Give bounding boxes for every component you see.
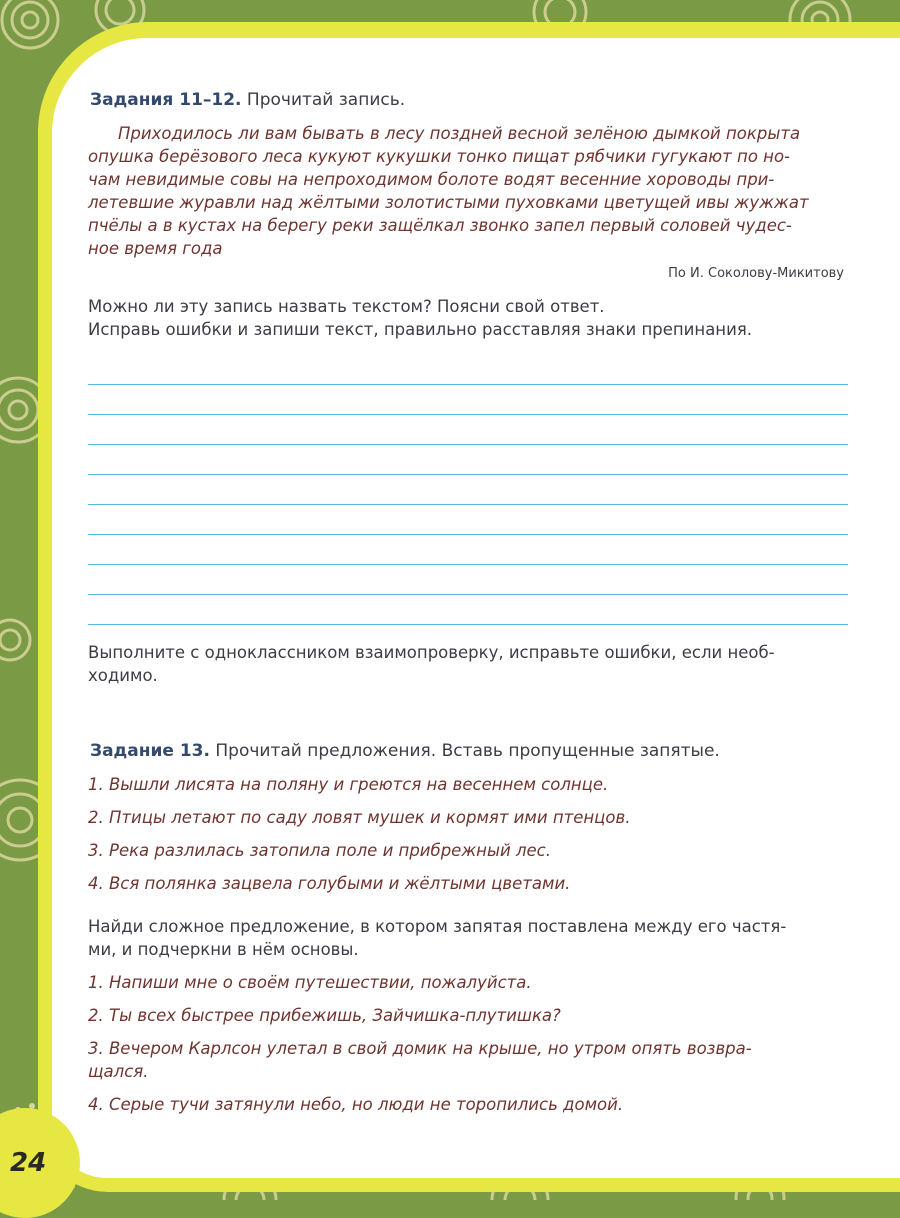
passage-author: По И. Соколову-Микитову xyxy=(668,266,844,281)
complex-sentence-item: щался. xyxy=(88,1062,149,1081)
peer-check-line: Выполните с одноклассником взаимопроверку, исправьте ошибки, если необ- xyxy=(88,643,775,662)
question-fix-errors: Исправь ошибки и запиши текст, правильно расставляя знаки препинания. xyxy=(88,320,752,339)
passage-line: чам невидимые совы на непроходимом болоте водят весенние хороводы при- xyxy=(88,170,775,189)
answer-lines xyxy=(88,355,848,625)
task-13-instruction: Прочитай предложения. Вставь пропущенные запятые. xyxy=(215,741,720,761)
peer-check-line: ходимо. xyxy=(88,666,158,685)
sentence-item: 1. Вышли лисята на поляну и греются на весеннем солнце. xyxy=(88,775,609,794)
complex-sentence-task-line: ми, и подчеркни в нём основы. xyxy=(88,940,359,959)
passage xyxy=(88,122,848,260)
task-13-number: Задание 13. xyxy=(90,741,210,761)
passage-line: опушка берёзового леса кукуют кукушки тонко пищат рябчики гугукают по но- xyxy=(88,147,790,166)
answer-line[interactable] xyxy=(88,385,848,415)
answer-line[interactable] xyxy=(88,355,848,385)
answer-line[interactable] xyxy=(88,565,848,595)
passage-line: Приходилось ли вам бывать в лесу поздней весной зелёною дымкой покрыта xyxy=(118,124,801,143)
answer-line[interactable] xyxy=(88,535,848,565)
complex-sentence-item: 2. Ты всех быстрее прибежишь, Зайчишка-плутишка? xyxy=(88,1006,561,1025)
sentence-item: 2. Птицы летают по саду ловят мушек и кормят ими птенцов. xyxy=(88,808,631,827)
answer-line[interactable] xyxy=(88,445,848,475)
sentence-item: 4. Вся полянка зацвела голубыми и жёлтыми цветами. xyxy=(88,874,571,893)
answer-line[interactable] xyxy=(88,475,848,505)
task-11-12-title xyxy=(90,88,848,112)
answer-line[interactable] xyxy=(88,595,848,625)
task-11-12-number: Задания 11–12. xyxy=(90,90,242,110)
passage-line: летевшие журавли над жёлтыми золотистыми пуховками цветущей ивы жужжат xyxy=(88,193,809,212)
answer-line[interactable] xyxy=(88,415,848,445)
complex-sentence-item: 1. Напиши мне о своём путешествии, пожалуйста. xyxy=(88,973,532,992)
page-content xyxy=(88,88,848,1126)
passage-line: пчёлы а в кустах на берегу реки защёлкал звонко запел первый соловей чудес- xyxy=(88,216,792,235)
complex-sentence-item: 3. Вечером Карлсон улетал в свой домик на крыше, но утром опять возвра- xyxy=(88,1039,752,1058)
passage-line: ное время года xyxy=(88,239,223,258)
page-number: 24 xyxy=(10,1148,47,1178)
complex-sentence-item: 4. Серые тучи затянули небо, но люди не торопились домой. xyxy=(88,1095,624,1114)
complex-sentence-task-line: Найди сложное предложение, в котором запятая поставлена между его частя- xyxy=(88,917,787,936)
task-11-12-instruction: Прочитай запись. xyxy=(246,90,406,110)
answer-line[interactable] xyxy=(88,505,848,535)
task-13-title xyxy=(90,739,848,763)
sentence-item: 3. Река разлилась затопила поле и прибрежный лес. xyxy=(88,841,551,860)
question-text-or-not: Можно ли эту запись назвать текстом? Поясни свой ответ. xyxy=(88,297,605,316)
